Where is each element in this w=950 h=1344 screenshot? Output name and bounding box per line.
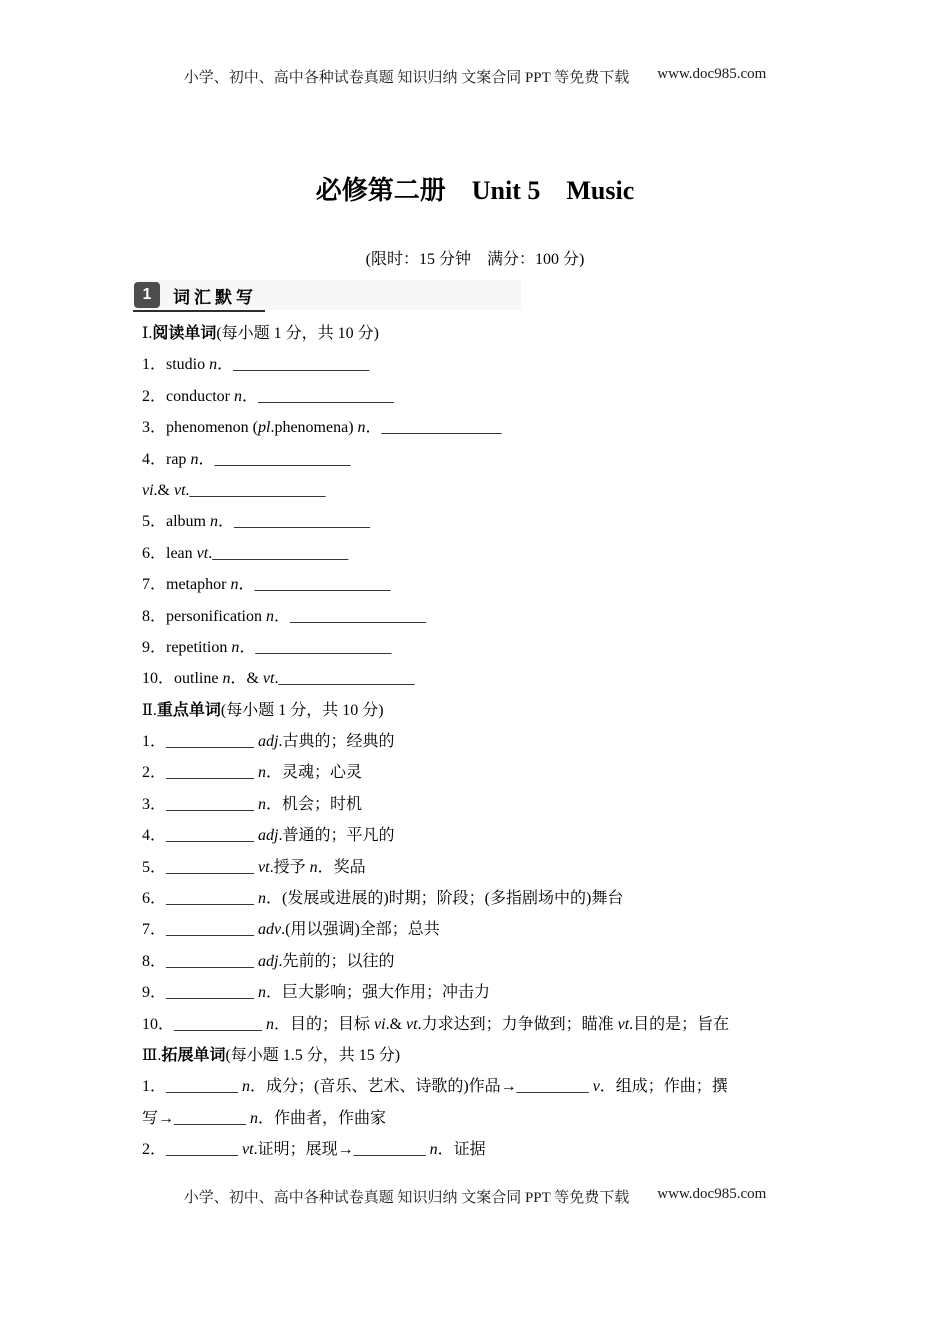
- line-text: 3．phenomenon (: [142, 419, 258, 437]
- item-I-7: [142, 569, 932, 600]
- line-text: ．(发展或进展的)时期；阶段；(多指剧场中的)舞台: [266, 890, 624, 908]
- line-text: .&: [153, 481, 174, 499]
- item-II-10: [142, 1009, 932, 1040]
- item-III-1a: [142, 1071, 932, 1102]
- line-text: ．_________________: [241, 387, 394, 405]
- pos-abbreviation: n: [357, 419, 366, 437]
- page-title: [0, 170, 950, 207]
- pos-abbreviation: n: [429, 1141, 438, 1159]
- body-lines: [142, 318, 932, 1166]
- line-text: ．_________________: [218, 513, 371, 531]
- pos-abbreviation: n: [258, 795, 267, 813]
- line-text: 5．___________: [142, 858, 259, 876]
- pos-abbreviation: n: [242, 1078, 251, 1096]
- line-text: Ⅱ.: [142, 701, 157, 719]
- header-site-url: www.doc985.com: [657, 66, 767, 82]
- line-text: ．_________________: [238, 576, 391, 594]
- line-text: 9．___________: [142, 984, 259, 1002]
- line-text: 6．lean: [142, 544, 197, 562]
- item-II-5: [142, 852, 932, 883]
- line-text: .&: [385, 1015, 407, 1033]
- pos-abbreviation: n: [258, 984, 267, 1002]
- section3-heading: [142, 1040, 932, 1071]
- line-text: 8．personification: [142, 607, 266, 625]
- line-text: ．作曲者，作曲家: [258, 1109, 387, 1127]
- item-III-2: [142, 1134, 932, 1165]
- line-text: .(用以强调)全部；总共: [281, 921, 440, 939]
- line-text: 7．metaphor: [142, 576, 231, 594]
- page-header: [0, 66, 950, 87]
- footer-watermark-text: 小学、初中、高中各种试卷真题 知识归纳 文案合同 PPT 等免费下载: [183, 1190, 630, 1206]
- section-number-icon: 1: [134, 282, 160, 308]
- line-text: ._________________: [208, 544, 349, 562]
- line-text: 6．___________: [142, 890, 259, 908]
- line-text: .普通的；平凡的: [278, 827, 395, 845]
- line-text: 4．___________: [142, 827, 259, 845]
- line-text: 4．rap: [142, 450, 191, 468]
- section2-heading: [142, 695, 932, 726]
- line-text: 7．___________: [142, 921, 259, 939]
- line-text: .先前的；以往的: [278, 952, 395, 970]
- line-text: ._________________: [185, 481, 326, 499]
- pos-abbreviation: vi: [142, 481, 154, 499]
- item-III-1b: [142, 1103, 932, 1134]
- line-text: ．组成；作曲；撰: [599, 1078, 728, 1096]
- item-I-2: [142, 381, 932, 412]
- pos-abbreviation: vt: [258, 858, 270, 876]
- line-text: ．目的；目标: [274, 1015, 375, 1033]
- page-footer: [0, 1186, 950, 1207]
- line-text: 1．studio: [142, 356, 210, 374]
- pos-abbreviation: vt: [617, 1015, 630, 1033]
- line-text: 2．_________: [142, 1141, 243, 1159]
- pos-abbreviation: n: [266, 1015, 275, 1033]
- pos-abbreviation: n: [230, 576, 239, 594]
- line-text: 3．___________: [142, 795, 259, 813]
- line-text: 1．___________: [142, 733, 259, 751]
- item-II-7: [142, 914, 932, 945]
- line-text: Ⅲ.: [142, 1046, 162, 1064]
- line-text: ．机会；时机: [266, 795, 363, 813]
- pos-abbreviation: vt: [174, 481, 186, 499]
- line-text: .phenomena): [270, 419, 358, 437]
- line-text: .证明；展现→_________: [253, 1141, 430, 1159]
- item-I-10: [142, 663, 932, 694]
- pos-abbreviation: v: [592, 1078, 600, 1096]
- line-text: 9．repetition: [142, 638, 232, 656]
- line-text: ．_______________: [365, 419, 502, 437]
- line-text: ．巨大影响；强大作用；冲击力: [266, 984, 491, 1002]
- item-I-8: [142, 601, 932, 632]
- pos-abbreviation: n: [233, 387, 242, 405]
- line-text: .目的是；旨在: [629, 1015, 730, 1033]
- page-title-english: Unit 5 Music: [471, 176, 635, 205]
- item-I-4b: [142, 475, 932, 506]
- pos-abbreviation: vt: [406, 1015, 418, 1033]
- line-text: ．证据: [437, 1141, 486, 1159]
- pos-abbreviation: n: [265, 607, 274, 625]
- pos-abbreviation: vt: [262, 670, 275, 688]
- line-text: (每小题 1 分，共 10 分): [220, 701, 384, 719]
- line-text: ．灵魂；心灵: [266, 764, 363, 782]
- line-text: .授予: [269, 858, 310, 876]
- header-watermark-text: 小学、初中、高中各种试卷真题 知识归纳 文案合同 PPT 等免费下载: [183, 70, 630, 86]
- item-I-1: [142, 349, 932, 380]
- item-II-1: [142, 726, 932, 757]
- line-text: 2．conductor: [142, 387, 234, 405]
- item-II-6: [142, 883, 932, 914]
- pos-abbreviation: n: [222, 670, 231, 688]
- line-text: ．&: [230, 670, 263, 688]
- pos-abbreviation: adj: [258, 827, 279, 845]
- item-I-6: [142, 538, 932, 569]
- item-II-2: [142, 757, 932, 788]
- line-text: ．_________________: [273, 607, 426, 625]
- pos-abbreviation: adj: [258, 952, 279, 970]
- section-name-bold: 重点单词: [156, 701, 221, 719]
- pos-abbreviation: n: [250, 1109, 259, 1127]
- line-text: 1．_________: [142, 1078, 243, 1096]
- line-text: ．奖品: [317, 858, 366, 876]
- section-banner-label: 词汇默写: [173, 287, 257, 307]
- time-score-note: (限时：15 分钟 满分：100 分): [365, 251, 585, 268]
- item-I-9: [142, 632, 932, 663]
- line-text: .古典的；经典的: [278, 733, 395, 751]
- line-text: (每小题 1.5 分，共 15 分): [225, 1046, 401, 1064]
- line-text: ．_________________: [239, 638, 392, 656]
- title-separator: [446, 175, 472, 205]
- line-text: ．_________________: [217, 356, 370, 374]
- line-text: 10．___________: [142, 1015, 267, 1033]
- section-name-bold: 阅读单词: [152, 325, 217, 342]
- pos-abbreviation: vt: [196, 544, 209, 562]
- pos-abbreviation: n: [258, 764, 267, 782]
- line-text: .力求达到；力争做到；瞄准: [417, 1015, 618, 1033]
- pos-abbreviation: n: [210, 513, 218, 531]
- item-I-3: [142, 412, 932, 443]
- pos-abbreviation: n: [309, 858, 318, 876]
- item-I-5: [142, 506, 932, 537]
- line-text: 2．___________: [142, 764, 259, 782]
- line-text: (每小题 1 分，共 10 分): [216, 325, 380, 342]
- pos-abbreviation: adv: [258, 921, 282, 939]
- section-banner-vocab-dictation: [133, 280, 521, 310]
- pos-abbreviation: n: [190, 450, 199, 468]
- pos-abbreviation: n: [258, 890, 267, 908]
- item-II-9: [142, 977, 932, 1008]
- footer-site-url: www.doc985.com: [657, 1186, 767, 1202]
- pos-abbreviation: pl: [257, 419, 271, 437]
- pos-abbreviation: adj: [258, 733, 279, 751]
- line-text: ．_________________: [198, 450, 351, 468]
- section1-heading: [142, 318, 932, 349]
- item-I-4: [142, 444, 932, 475]
- section-name-bold: 拓展单词: [161, 1046, 226, 1064]
- item-II-4: [142, 820, 932, 851]
- pos-abbreviation: vi: [374, 1015, 386, 1033]
- pos-abbreviation: n: [209, 356, 218, 374]
- line-text: 10．outline: [142, 670, 223, 688]
- page-title-chinese: 必修第二册: [315, 175, 446, 205]
- line-text: 8．___________: [142, 952, 259, 970]
- item-II-3: [142, 789, 932, 820]
- item-II-8: [142, 946, 932, 977]
- line-text: ._________________: [274, 670, 415, 688]
- line-text: 5．album: [142, 513, 210, 531]
- line-text: ．成分；(音乐、艺术、诗歌的)作品→_________: [250, 1078, 593, 1096]
- line-text: 写→_________: [142, 1109, 251, 1127]
- line-text: Ⅰ.: [142, 325, 153, 342]
- pos-abbreviation: n: [231, 638, 240, 656]
- pos-abbreviation: vt: [242, 1141, 254, 1159]
